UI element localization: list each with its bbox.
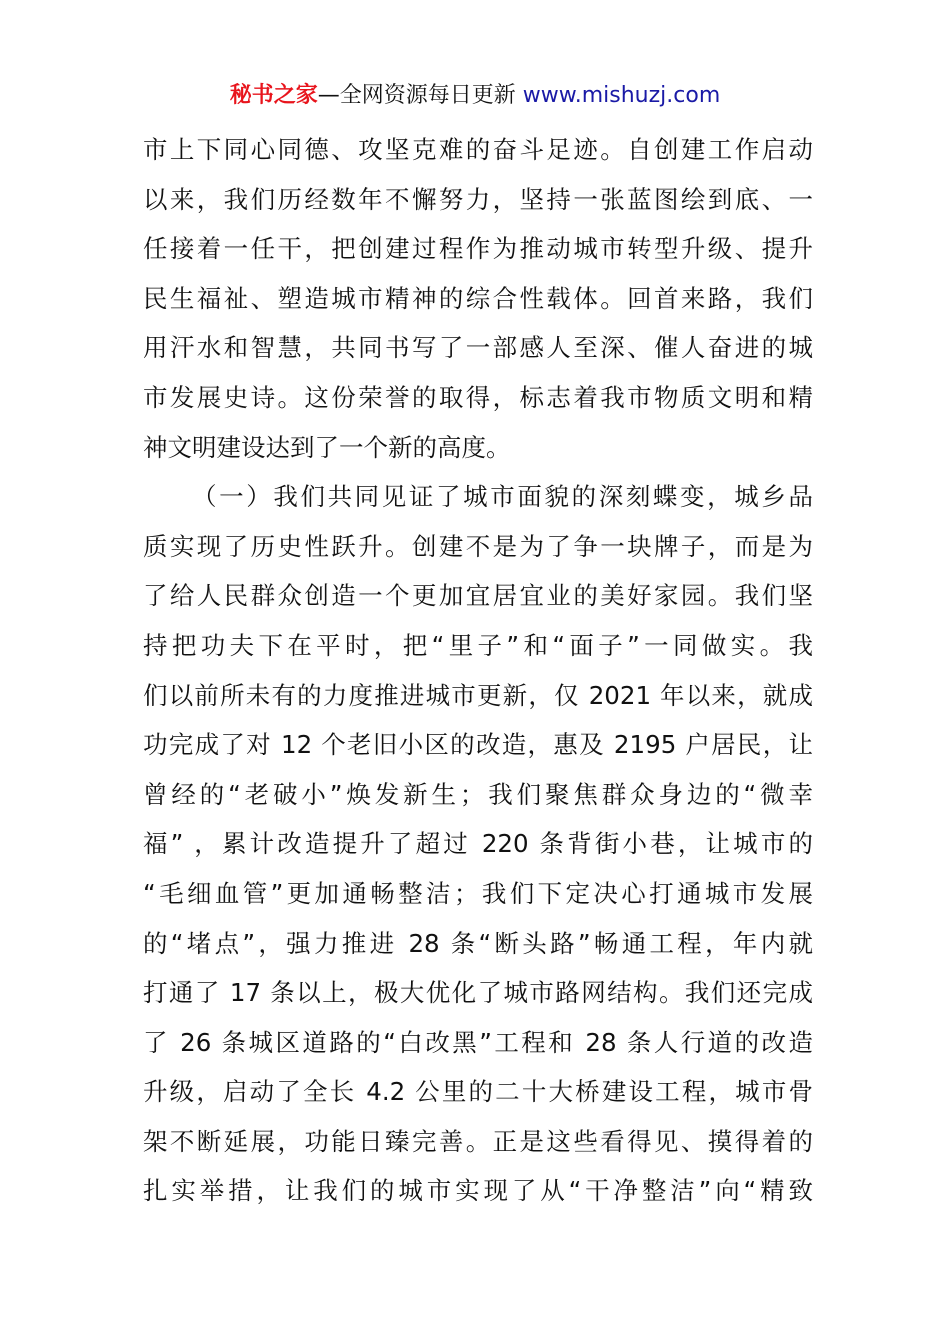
site-brand: 秘书之家 <box>229 83 318 108</box>
site-header <box>0 80 950 112</box>
text-line: “毛细血管”更加通畅整洁；我们下定决心打通城市发展 <box>143 878 813 908</box>
text-line: 曾经的“老破小”焕发新生；我们聚焦群众身边的“微幸 <box>143 779 813 809</box>
text-line: 质实现了历史性跃升。创建不是为了争一块牌子，而是为 <box>143 531 813 561</box>
text-line: 福” ，累计改造提升了超过 220 条背街小巷，让城市的 <box>143 829 813 859</box>
text-line: 了给人民群众创造一个更加宜居宜业的美好家园。我们坚 <box>143 581 813 611</box>
text-line: 打通了 17 条以上，极大优化了城市路网结构。我们还完成 <box>143 978 813 1008</box>
section-heading-line: （一）我们共同见证了城市面貌的深刻蝶变，城乡品 <box>192 482 813 512</box>
text-line: 神文明建设达到了一个新的高度。 <box>143 432 511 462</box>
text-line: 升级，启动了全长 4.2 公里的二十大桥建设工程，城市骨 <box>143 1077 813 1107</box>
text-line: 扎实举措，让我们的城市实现了从“干净整洁”向“精致 <box>143 1176 813 1206</box>
text-line: 们以前所未有的力度推进城市更新，仅 2021 年以来，就成 <box>143 680 813 710</box>
text-line: 民生福祉、塑造城市精神的综合性载体。回首来路，我们 <box>143 283 813 313</box>
text-line: 以来，我们历经数年不懈努力，坚持一张蓝图绘到底、一 <box>143 184 813 214</box>
text-line: 架不断延展，功能日臻完善。正是这些看得见、摸得着的 <box>143 1126 813 1156</box>
text-line: 用汗水和智慧，共同书写了一部感人至深、催人奋进的城 <box>143 333 813 363</box>
text-line: 了 26 条城区道路的“白改黑”工程和 28 条人行道的改造 <box>143 1027 813 1057</box>
site-url-link[interactable]: www.mishuzj.com <box>522 83 721 108</box>
text-line: 功完成了对 12 个老旧小区的改造，惠及 2195 户居民，让 <box>143 730 813 760</box>
text-line: 市发展史诗。这份荣誉的取得，标志着我市物质文明和精 <box>143 382 813 412</box>
text-line: 任接着一任干，把创建过程作为推动城市转型升级、提升 <box>143 234 813 264</box>
text-line: 的“堵点”，强力推进 28 条“断头路”畅通工程，年内就 <box>143 928 813 958</box>
text-line: 持把功夫下在平时，把“里子”和“面子”一同做实。我 <box>143 630 813 660</box>
document-body <box>143 125 813 1216</box>
site-tagline: —全网资源每日更新 <box>317 83 523 108</box>
text-line: 市上下同心同德、攻坚克难的奋斗足迹。自创建工作启动 <box>143 135 813 164</box>
